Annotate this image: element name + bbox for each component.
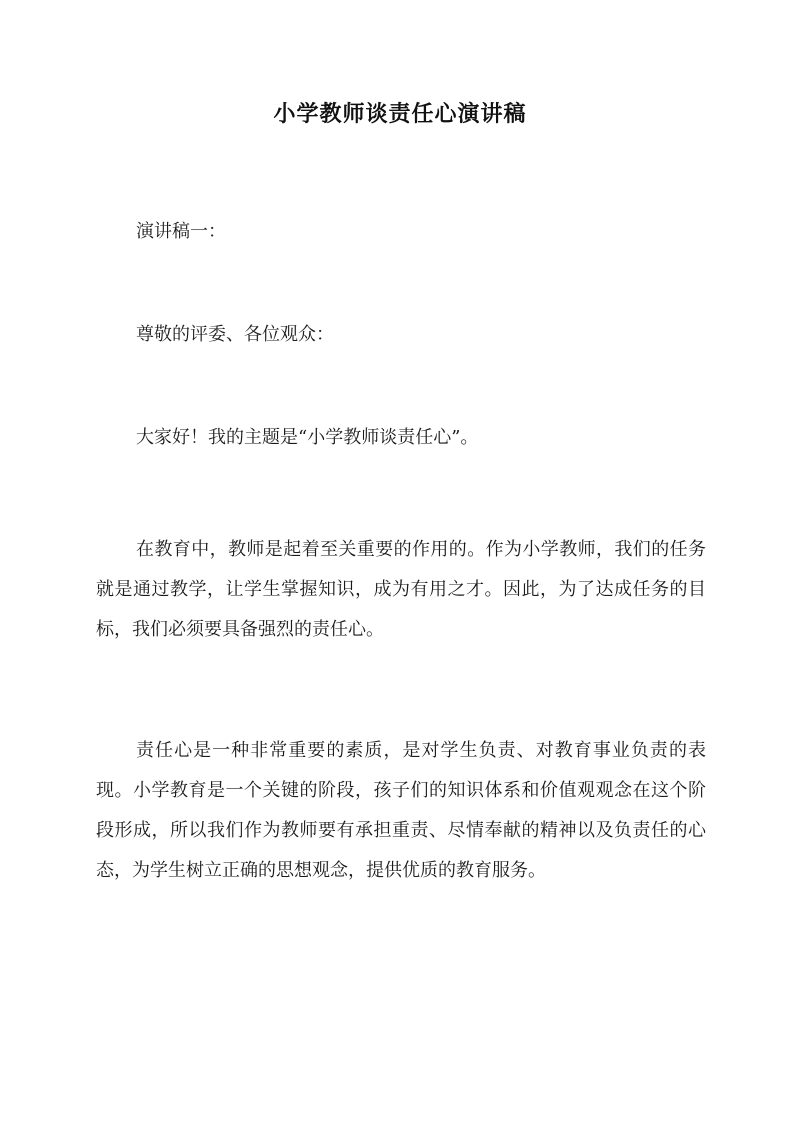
body-paragraph: 责任心是一种非常重要的素质，是对学生负责、对教育事业负责的表现。小学教育是一个关键的阶段，孩子们的知识体系和价值观观念在这个阶段形成，所以我们作为教师要有承担重责、尽情奉献的精神以及负责任的心态，为学生树立正确的思想观念，提供优质的教育服务。 [96, 740, 706, 881]
section-label: 演讲稿一： [136, 221, 226, 242]
greeting: 大家好！我的主题是“小学教师谈责任心”。 [136, 427, 479, 448]
document-title: 小学教师谈责任心演讲稿 [273, 101, 527, 127]
body-paragraph: 在教育中，教师是起着至关重要的作用的。作为小学教师，我们的任务就是通过教学，让学生掌握知识，成为有用之才。因此，为了达成任务的目标，我们必须要具备强烈的责任心。 [96, 539, 706, 640]
salutation: 尊敬的评委、各位观众： [136, 324, 334, 345]
